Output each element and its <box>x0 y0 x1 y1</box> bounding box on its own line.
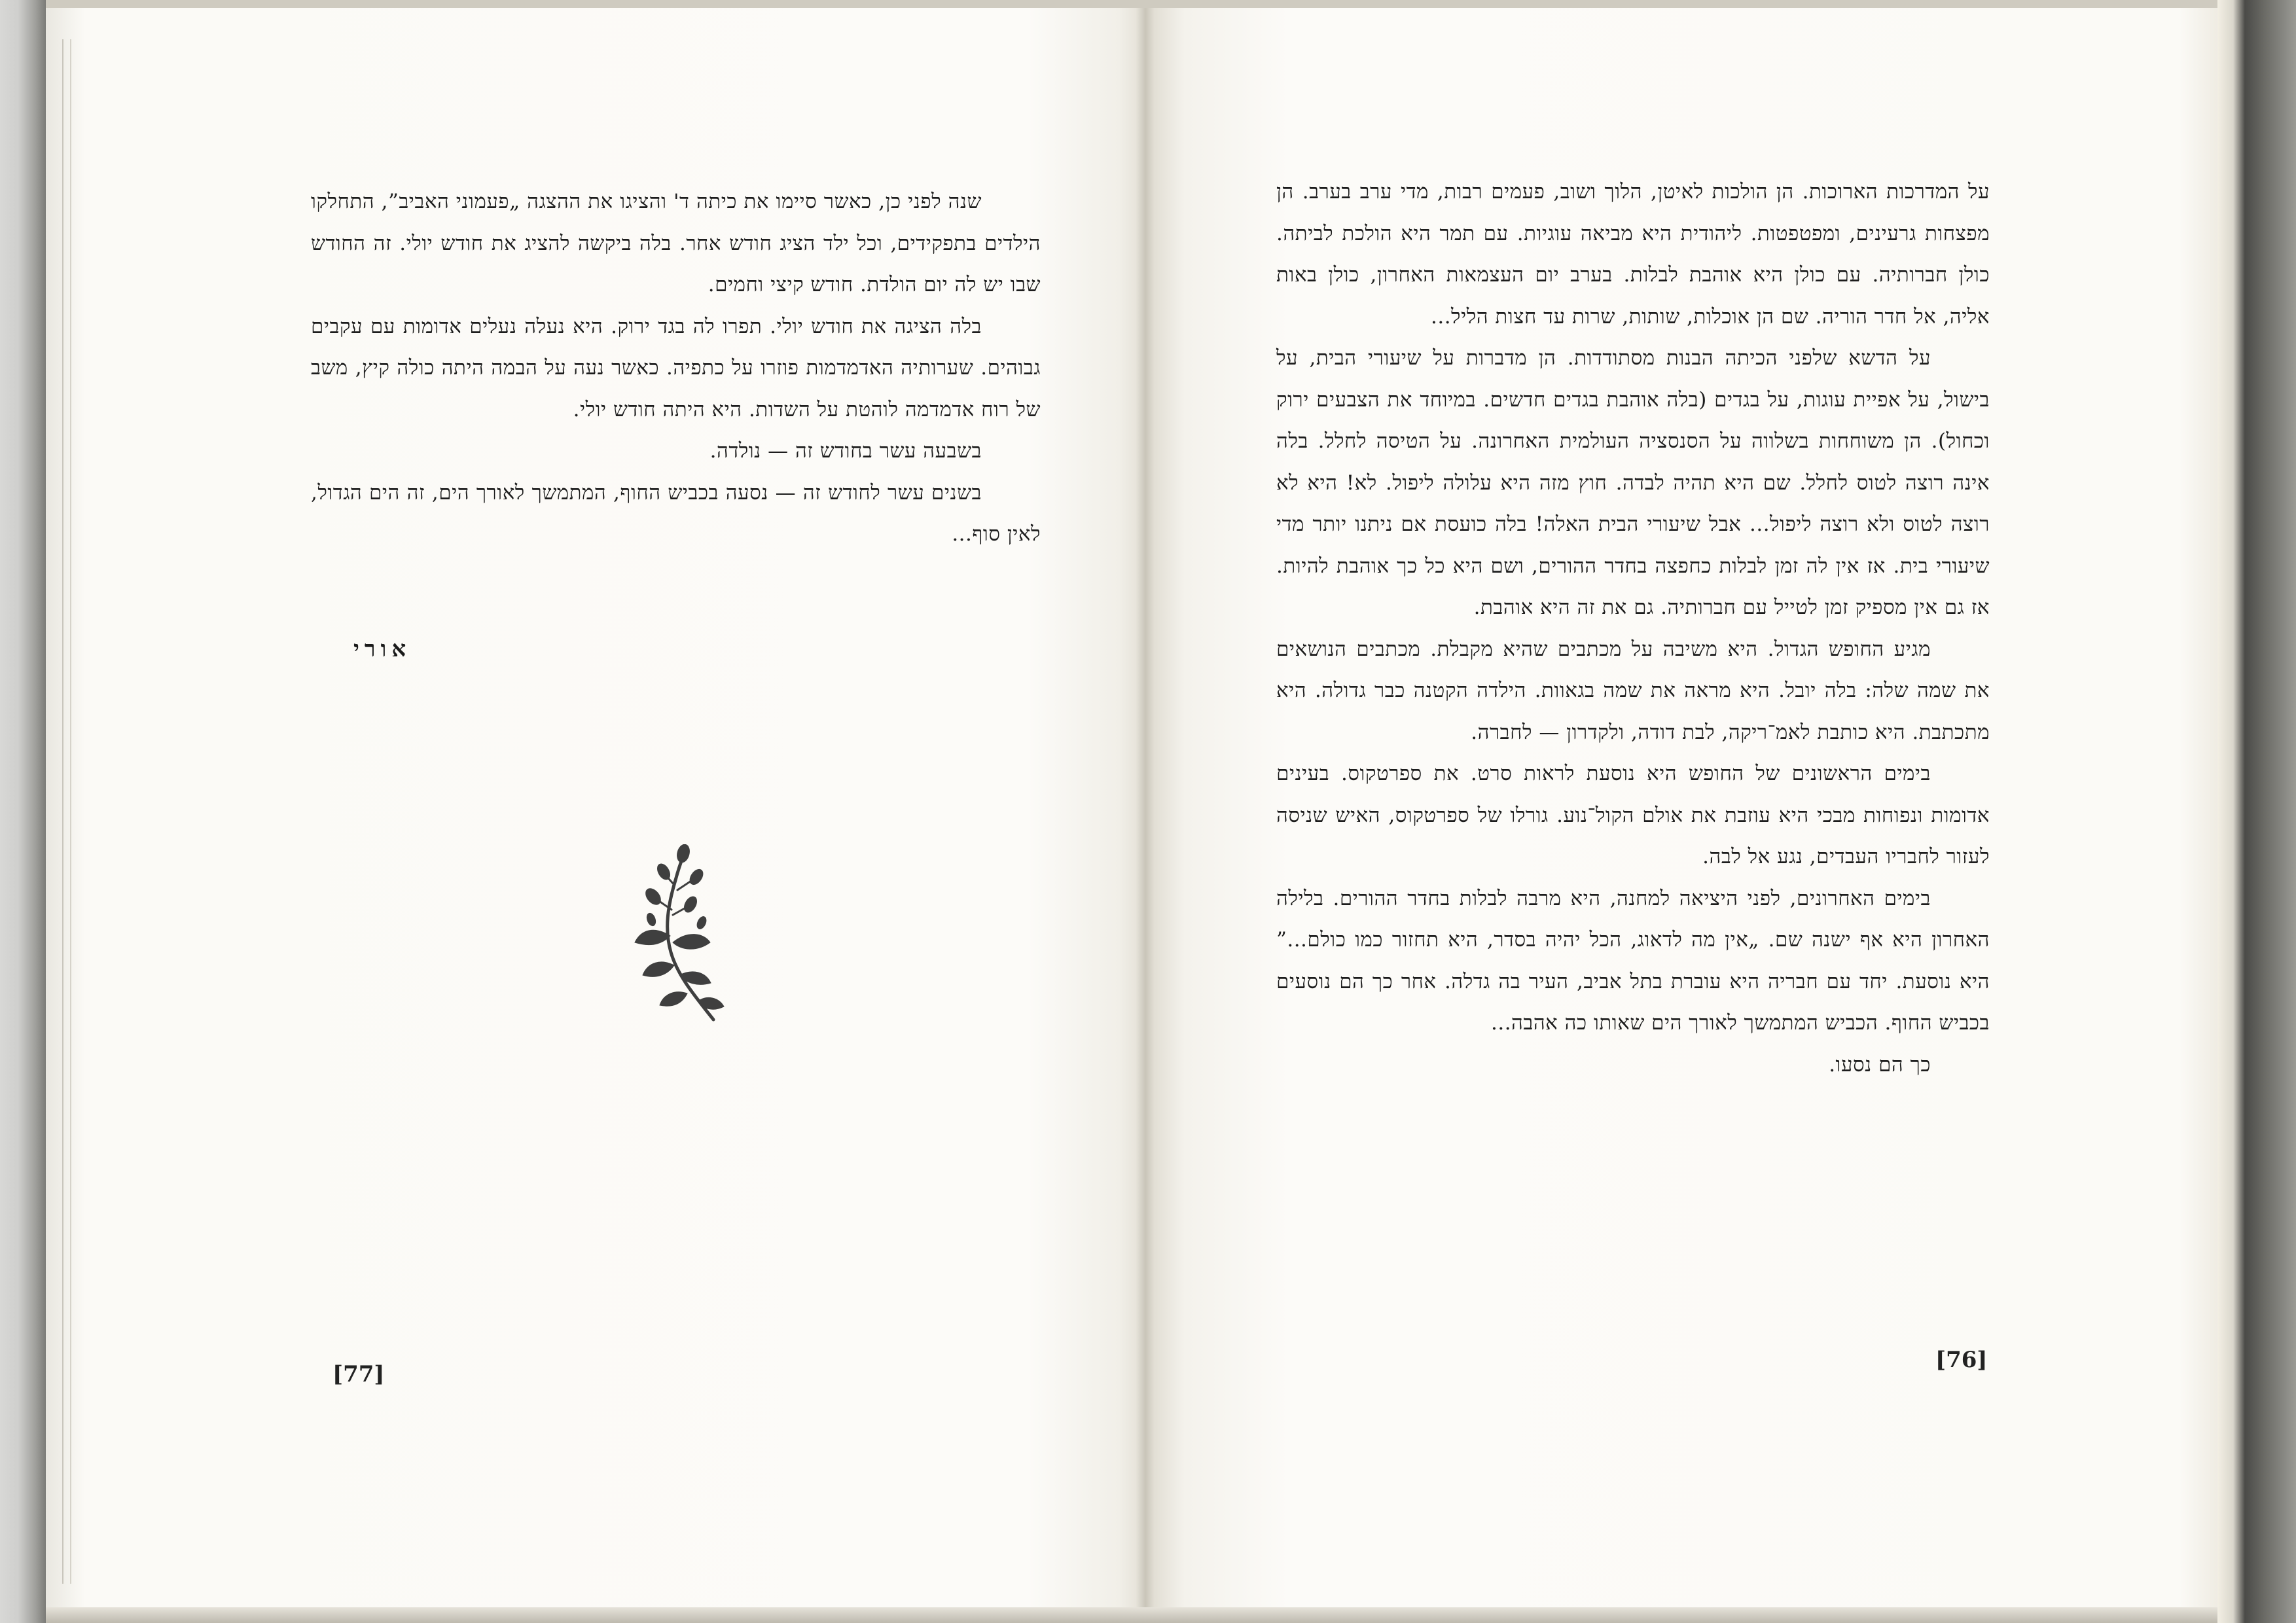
page-stack-edge <box>62 39 71 1584</box>
left-page-text <box>311 181 1041 556</box>
right-paragraph-2: על הדשא שלפני הכיתה הבנות מסתודדות. הן מדברות על שיעורי הבית, על בישול, על אפיית עוגות, על בגדים (בלה אוהבת בגדים חדשים. במיוחד את הצבעים ירוק וכחול). הן משוחחות בשלווה על הסנסציה העולמית האחרונה. על הטיסה לחלל. בלה אינה רוצה לטוס לחלל. שם היא תהיה לבדה. חוץ מזה היא עלולה ליפול. לא! היא לא רוצה לטוס ולא רוצה ליפול... אבל שיעורי הבית האלה! בלה כועסת אם ניתנו יותר מדי שיעורי בית. אז אין לה זמן לבלות כחפצה בחדר ההורים, ושם היא כל כך אוהבת להיות. אז גם אין מספיק זמן לטייל עם חברותיה. גם את זה היא אוהבת. <box>1276 346 1990 619</box>
right-page-number: [76] <box>1935 1347 1988 1373</box>
left-paragraph-2: בלה הציגה את חודש יולי. תפרו לה בגד ירוק. היא נעלה נעלים אדומות עם עקבים גבוהים. שערותיה האדמדמות פוזרו על כתפיה. כאשר נעה על הבמה היתה כולה קיץ, משב של רוח אדמדמה לוהטת על השדות. היא היתה חודש יולי. <box>311 314 1041 421</box>
right-paragraph-4: בימים הראשונים של החופש היא נוסעת לראות סרט. את ספרטקוס. בעינים אדומות ונפוחות מבכי היא עוזבת את אולם הקול־נוע. גורלו של ספרטקוס, האיש שניסה לעזור לחבריו העבדים, נגע אל לבה. <box>1276 762 1990 868</box>
left-paragraph-1: שנה לפני כן, כאשר סיימו את כיתה ד' והציגו את ההצגה „פעמוני האביב”, התחלקו הילדים בתפקידים, וכל ילד הציג חודש אחר. בלה ביקשה להציג את חודש יולי. זה החודש שבו יש לה יום הולדת. חודש קיצי וחמים. <box>311 190 1041 296</box>
book-cover-edge-top <box>46 0 2217 8</box>
book-cover-edge-right <box>2217 0 2296 1623</box>
right-paragraph-3: מגיע החופש הגדול. היא משיבה על מכתבים שהיא מקבלת. מכתבים הנושאים את שמה שלה: בלה יובל. היא מראה את שמה בגאוות. הילדה הקטנה כבר גדולה. היא מתכתבת. היא כותבת לאמ־ריקה, לבת דודה, ולקדרון — לחברה. <box>1276 637 1990 744</box>
flower-branch-icon <box>615 844 733 1027</box>
scanner-edge-left <box>0 0 46 1623</box>
right-paragraph-5: בימים האחרונים, לפני היציאה למחנה, היא מרבה לבלות בחדר ההורים. בלילה האחרון היא אף ישנה שם. „אין מה לדאוג, הכל יהיה בסדר, היא תחזור כמו כולם...” היא נוסעת. יחד עם חבריה היא עוברת בתל אביב, העיר בה גדלה. אחר כך הם נוסעים בכביש החוף. הכביש המתמשך לאורך הים שאותו כה אהבה... <box>1276 886 1990 1035</box>
right-paragraph-6: כך הם נסעו. <box>1829 1052 1931 1077</box>
author-signature: אורי <box>353 636 412 662</box>
right-paragraph-1: על המדרכות הארוכות. הן הולכות לאיטן, הלוך ושוב, פעמים רבות, מדי ערב בערב. הן מפצחות גרעינים, ומפטפטות. ליהודית היא מביאה עוגיות. עם תמר היא הולכת לביתה. כולן חברותיה. עם כולן היא אוהבת לבלות. בערב יום העצמאות האחרון, כולן באות אליה, אל חדר הוריה. שם הן אוכלות, שותות, שרות עד חצות הליל... <box>1276 180 1990 329</box>
book-gutter <box>1136 8 1155 1607</box>
left-paragraph-3: בשבעה עשר בחודש זה — נולדה. <box>709 439 982 463</box>
left-paragraph-4: בשנים עשר לחודש זה — נסעה בכביש החוף, המתמשך לאורך הים, זה הים הגדול, לאין סוף... <box>311 480 1041 546</box>
left-page-number: [77] <box>332 1361 385 1387</box>
right-page-text <box>1276 171 1990 1086</box>
book-cover-edge-bottom <box>46 1607 2217 1623</box>
